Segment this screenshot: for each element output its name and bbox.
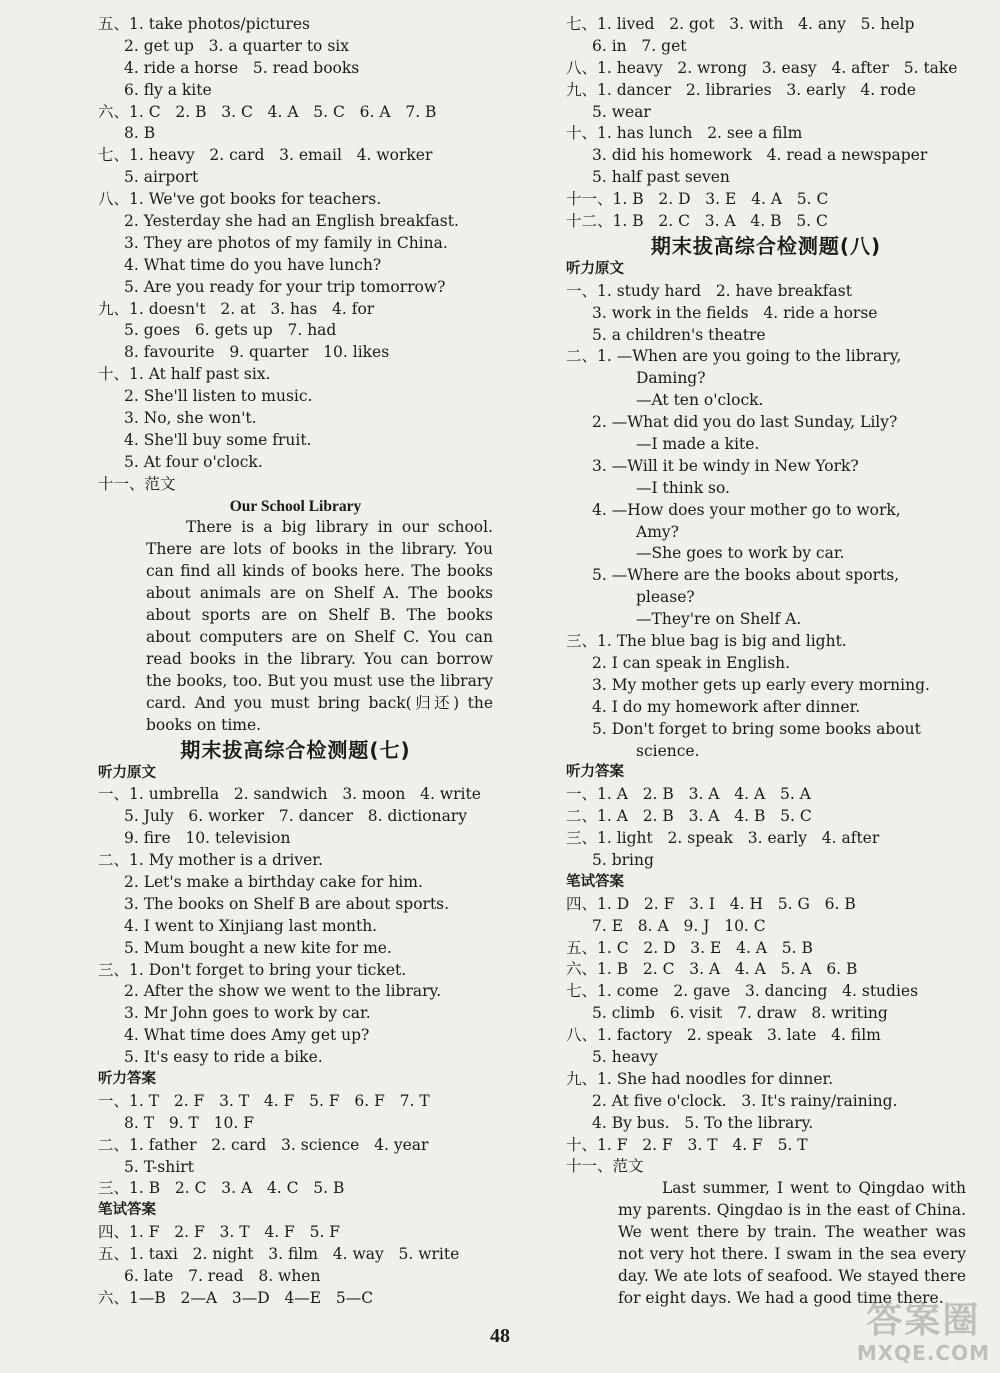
answer-line: Amy? (636, 522, 679, 541)
answer-line: 2. After the show we went to the library. (124, 982, 442, 1001)
answer-line: 5. wear (592, 102, 651, 121)
answer-line: 六、1. C 2. B 3. C 4. A 5. C 6. A 7. B (98, 102, 437, 121)
answer-line: —At ten o'clock. (636, 391, 764, 410)
answer-line: 五、1. C 2. D 3. E 4. A 5. B (566, 938, 813, 957)
right-answer-block (566, 14, 966, 233)
answer-line: 七、1. lived 2. got 3. with 4. any 5. help (566, 15, 915, 33)
answer-line: 5. It's easy to ride a bike. (124, 1048, 323, 1067)
answer-line: 四、1. D 2. F 3. I 4. H 5. G 6. B (566, 894, 856, 913)
answer-line: science. (636, 741, 700, 760)
answer-line: 一、1. study hard 2. have breakfast (566, 281, 852, 300)
written-answers-block (566, 894, 966, 1179)
answer-line: 六、1. B 2. C 3. A 4. A 5. A 6. B (566, 960, 858, 979)
answer-line: 5. At four o'clock. (124, 452, 263, 471)
answer-line: 十二、1. B 2. C 3. A 4. B 5. C (566, 212, 828, 231)
answer-line: 五、1. taxi 2. night 3. film 4. way 5. write (98, 1245, 460, 1264)
answer-line: 5. airport (124, 168, 199, 187)
answer-line: —I made a kite. (636, 435, 760, 454)
answer-line: 八、1. factory 2. speak 3. late 4. film (566, 1026, 881, 1045)
listening-answers-label: 听力答案 (566, 764, 624, 781)
listening-script-label: 听力原文 (98, 764, 156, 781)
answer-line: 3. —Will it be windy in New York? (592, 456, 859, 475)
sample-essay-library: There is a big library in our school. There are lots of books in the library. You can find all kinds of books here. The books about animals are on Shelf A. The books about sports are on Shelf B. The books about computers are on Shelf C. You can read books in the library. You can borrow the books, too. But you must use the library card. And you must bring back(归还) the books on time. (146, 518, 493, 734)
answer-line: 2. I can speak in English. (592, 653, 791, 672)
answer-line: 5. heavy (592, 1047, 658, 1066)
answer-line: 5. —Where are the books about sports, (592, 566, 900, 585)
answer-line: 二、1. My mother is a driver. (98, 851, 323, 870)
answer-line: 5. goes 6. gets up 7. had (124, 321, 337, 340)
answer-line: 十、1. has lunch 2. see a film (566, 124, 803, 143)
answer-line: 6. in 7. get (592, 36, 687, 55)
listening-answers-block (566, 784, 966, 872)
answer-line: 5. half past seven (592, 168, 730, 187)
answer-line: 四、1. F 2. F 3. T 4. F 5. F (98, 1223, 341, 1242)
answer-line: 七、1. come 2. gave 3. dancing 4. studies (566, 982, 919, 1001)
left-answer-block (98, 14, 493, 496)
written-answers-label: 笔试答案 (566, 873, 624, 890)
answer-line: 三、1. light 2. speak 3. early 4. after (566, 829, 880, 848)
answer-line: 8. T 9. T 10. F (124, 1113, 255, 1132)
answer-line: 2. Let's make a birthday cake for him. (124, 873, 423, 891)
answer-line: 3. did his homework 4. read a newspaper (592, 146, 928, 165)
watermark-logo-text: 答案圈 (866, 1300, 981, 1341)
answer-line: 九、1. doesn't 2. at 3. has 4. for (98, 299, 375, 318)
answer-line: 5. T-shirt (124, 1157, 194, 1176)
answer-line: 5. Don't forget to bring some books about (592, 719, 921, 738)
answer-line: 5. bring (592, 850, 654, 869)
answer-line: 3. My mother gets up early every morning. (592, 675, 930, 694)
answer-line: 十一、范文 (98, 474, 176, 493)
listening-script-block (566, 281, 966, 763)
sample-essay-qingdao: Last summer, I went to Qingdao with my parents. Qingdao is in the east of China. We went there by train. The weather was not very hot there. I swam in the sea every day. We ate lots of seafood. We stayed there for eight days. We had a good time there. (618, 1179, 966, 1307)
answer-line: 4. She'll buy some fruit. (124, 430, 312, 449)
page-number: 48 (490, 1325, 510, 1347)
answer-line: 8. favourite 9. quarter 10. likes (124, 343, 390, 362)
answer-line: 4. —How does your mother go to work, (592, 500, 901, 519)
answer-line: 八、1. heavy 2. wrong 3. easy 4. after 5. take (566, 58, 958, 77)
answer-line: 2. She'll listen to music. (124, 387, 313, 406)
watermark-url: MXQE.COM (856, 1341, 990, 1365)
answer-line: 七、1. heavy 2. card 3. email 4. worker (98, 146, 433, 165)
answer-line: 二、1. —When are you going to the library, (566, 347, 902, 366)
answer-line: 二、1. father 2. card 3. science 4. year (98, 1135, 429, 1154)
answer-line: 十、1. At half past six. (98, 365, 271, 384)
answer-line: 2. At five o'clock. 3. It's rainy/raining. (592, 1091, 898, 1110)
answer-line: 3. Mr John goes to work by car. (124, 1004, 371, 1023)
answer-line: Daming? (636, 369, 706, 388)
answer-line: 一、1. umbrella 2. sandwich 3. moon 4. write (98, 785, 481, 804)
answer-line: 4. By bus. 5. To the library. (592, 1113, 814, 1132)
watermark-logo (857, 1301, 990, 1365)
test-heading-7: 期末拔高综合检测题(七) (180, 737, 411, 762)
listening-script-block (98, 784, 493, 1069)
answer-line: 4. ride a horse 5. read books (124, 58, 360, 77)
answer-line: 一、1. A 2. B 3. A 4. A 5. A (566, 785, 811, 804)
answer-line: —She goes to work by car. (636, 544, 845, 563)
answer-line: 6. late 7. read 8. when (124, 1267, 321, 1286)
right-column (566, 14, 966, 1310)
answer-line: 6. fly a kite (124, 80, 212, 99)
answer-line: 3. The books on Shelf B are about sports. (124, 894, 450, 913)
listening-answers-block (98, 1091, 493, 1200)
answer-line: 5. climb 6. visit 7. draw 8. writing (592, 1004, 888, 1023)
answer-line: 五、1. take photos/pictures (98, 15, 310, 33)
answer-line: 5. July 6. worker 7. dancer 8. dictionary (124, 807, 467, 826)
answer-line: 九、1. dancer 2. libraries 3. early 4. rode (566, 80, 916, 99)
answer-line: 7. E 8. A 9. J 10. C (592, 916, 766, 935)
written-answers-label: 笔试答案 (98, 1202, 156, 1219)
answer-line: 4. I do my homework after dinner. (592, 697, 861, 716)
answer-line: 2. Yesterday she had an English breakfast. (124, 212, 459, 231)
left-column (98, 14, 493, 1310)
answer-line: 十一、1. B 2. D 3. E 4. A 5. C (566, 190, 829, 209)
answer-line: 5. Mum bought a new kite for me. (124, 938, 392, 957)
answer-line: 三、1. Don't forget to bring your ticket. (98, 960, 407, 979)
answer-line: 4. What time do you have lunch? (124, 255, 382, 274)
test-heading-8: 期末拔高综合检测题(八) (650, 233, 882, 258)
answer-line: 5. Are you ready for your trip tomorrow? (124, 277, 446, 296)
answer-line: 3. work in the fields 4. ride a horse (592, 303, 878, 322)
written-answers-block (98, 1222, 493, 1310)
answer-line: 8. B (124, 124, 156, 143)
answer-line: —I think so. (636, 478, 730, 497)
listening-answers-label: 听力答案 (98, 1071, 156, 1088)
answer-line: 二、1. A 2. B 3. A 4. B 5. C (566, 807, 812, 826)
answer-line: 十、1. F 2. F 3. T 4. F 5. T (566, 1135, 808, 1154)
answer-line: 4. What time does Amy get up? (124, 1026, 370, 1045)
answer-line: 3. No, she won't. (124, 409, 257, 428)
answer-line: 3. They are photos of my family in China. (124, 233, 448, 252)
answer-line: 5. a children's theatre (592, 325, 766, 344)
essay-title: Our School Library (229, 497, 362, 515)
answer-line: 4. I went to Xinjiang last month. (124, 916, 378, 935)
answer-line: 九、1. She had noodles for dinner. (566, 1069, 834, 1088)
answer-line: 三、1. The blue bag is big and light. (566, 632, 847, 651)
listening-script-label: 听力原文 (566, 260, 624, 277)
answer-line: 八、1. We've got books for teachers. (98, 190, 382, 209)
answer-line: —They're on Shelf A. (636, 610, 802, 629)
answer-line: 三、1. B 2. C 3. A 4. C 5. B (98, 1179, 345, 1198)
answer-line: please? (636, 588, 695, 607)
answer-line: 2. —What did you do last Sunday, Lily? (592, 413, 898, 432)
answer-line: 一、1. T 2. F 3. T 4. F 5. F 6. F 7. T (98, 1091, 430, 1110)
answer-line: 2. get up 3. a quarter to six (124, 36, 349, 55)
answer-line: 9. fire 10. television (124, 829, 291, 848)
answer-line: 十一、范文 (566, 1157, 644, 1176)
answer-line: 六、1—B 2—A 3—D 4—E 5—C (98, 1288, 374, 1307)
